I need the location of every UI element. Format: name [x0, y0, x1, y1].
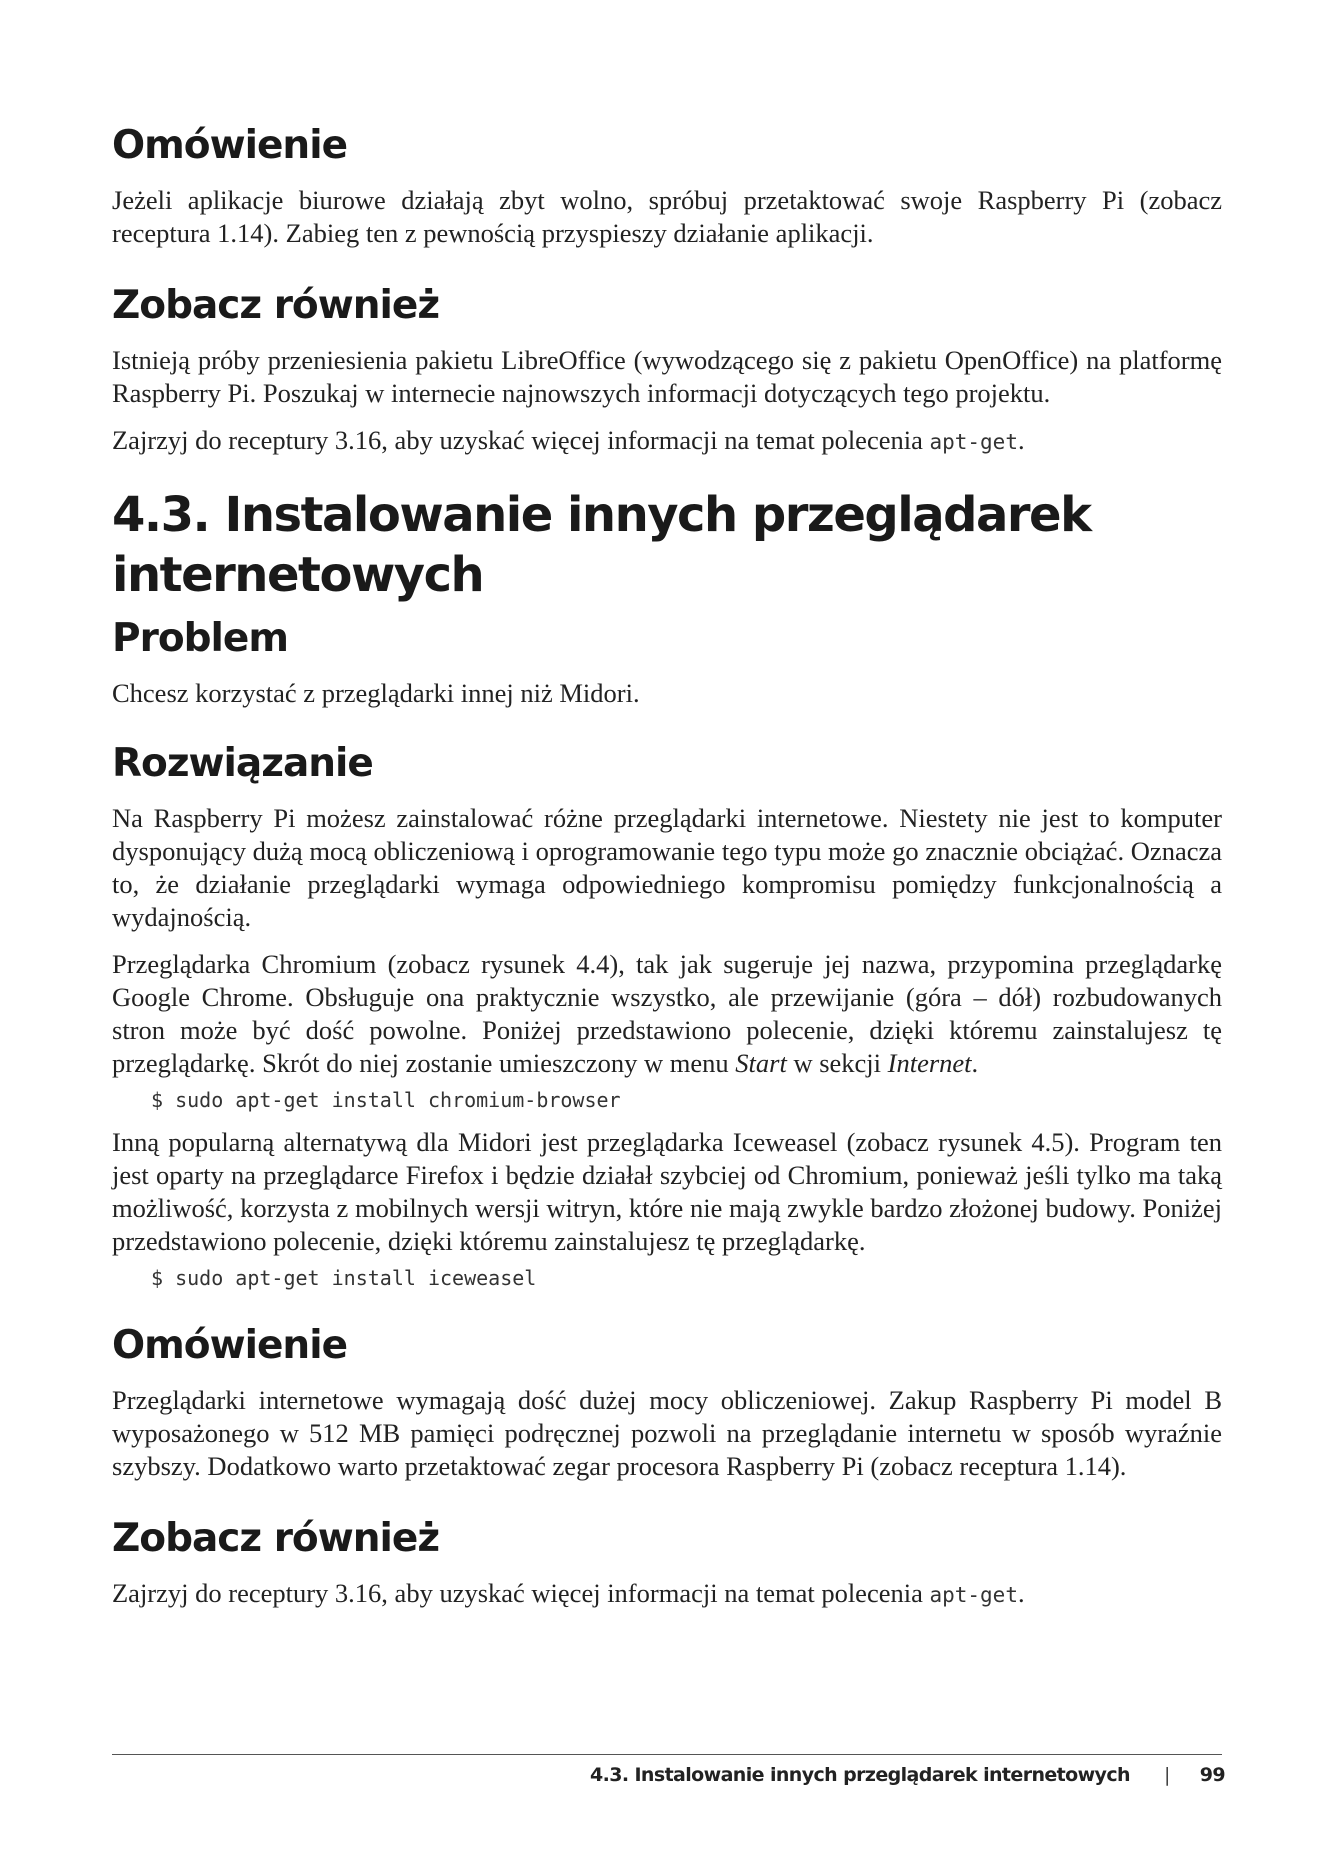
text-run: Zajrzyj do receptury 3.16, aby uzyskać więcej informacji na temat polecenia [112, 425, 930, 455]
section-heading-omowienie: Omówienie [112, 123, 348, 168]
paragraph [112, 1577, 1222, 1612]
text-run: . [1017, 425, 1025, 455]
text-run: . [1017, 1578, 1025, 1608]
paragraph: Inną popularną alternatywą dla Midori jest przeglądarka Iceweasel (zobacz rysunek 4.5). Program ten jest oparty na przeglądarce Firefox i będzie działał szybciej od Chromium, ponieważ jeśli tylko ma taką możliwość, korzysta z mobilnych wersji witryn, które nie mają zwykle bardzo złożonej budowy. Poniżej przedstawiono polecenie, dzięki któremu zainstalujesz tę przeglądarkę. [112, 1127, 1222, 1256]
paragraph [112, 948, 1222, 1080]
inline-code: apt-get [929, 430, 1018, 454]
text-run: Zajrzyj do receptury 3.16, aby uzyskać więcej informacji na temat polecenia [112, 1578, 930, 1608]
paragraph [112, 424, 1222, 459]
footer-rule [112, 1754, 1222, 1755]
section-heading-zobacz-rowniez: Zobacz również [112, 283, 440, 328]
section-heading-zobacz-rowniez-2: Zobacz również [112, 1516, 440, 1561]
italic-term: Internet [887, 1048, 972, 1078]
paragraph: Chcesz korzystać z przeglądarki innej niż Midori. [112, 678, 640, 708]
section-heading-problem: Problem [112, 616, 288, 661]
paragraph: Istnieją próby przeniesienia pakietu LibreOffice (wywodzącego się z pakietu OpenOffice) na platformę Raspberry Pi. Poszukaj w internecie najnowszych informacji dotyczących tego projektu. [112, 345, 1222, 408]
page-number: 99 [1199, 1764, 1225, 1786]
section-heading-rozwiazanie: Rozwiązanie [112, 741, 373, 786]
text-run: Przeglądarka Chromium (zobacz rysunek 4.4), tak jak sugeruje jej nazwa, przypomina przeglądarkę Google Chrome. Obsługuje ona praktycznie wszystko, ale przewijanie (góra – dół) rozbudowanych stron może być dość powolne. Poniżej przedstawiono polecenie, dzięki któremu zainstalujesz tę przeglądarkę. Skrót do niej zostanie umieszczony w menu [112, 949, 1222, 1078]
paragraph: Na Raspberry Pi możesz zainstalować różne przeglądarki internetowe. Niestety nie jest to komputer dysponujący dużą mocą obliczeniową i oprogramowanie tego typu może go znacznie obciążać. Oznacza to, że działanie przeglądarki wymaga odpowiedniego kompromisu pomiędzy funkcjonalnością a wydajnością. [112, 803, 1222, 932]
page-content [112, 112, 1222, 1626]
running-title: 4.3. Instalowanie innych przeglądarek internetowych [589, 1764, 1130, 1786]
text-run: . [971, 1048, 979, 1078]
page-footer [590, 1758, 1225, 1792]
section-heading-omowienie-2: Omówienie [112, 1323, 348, 1368]
command-block: $ sudo apt-get install iceweasel [151, 1266, 537, 1290]
text-run: w sekcji [786, 1048, 888, 1078]
command-block: $ sudo apt-get install chromium-browser [151, 1088, 621, 1112]
inline-code: apt-get [929, 1583, 1018, 1607]
paragraph: Przeglądarki internetowe wymagają dość dużej mocy obliczeniowej. Zakup Raspberry Pi model B wyposażonego w 512 MB pamięci podręcznej pozwoli na przeglądanie internetu w sposób wyraźnie szybszy. Dodatkowo warto przetaktować zegar procesora Raspberry Pi (zobacz receptura 1.14). [112, 1385, 1222, 1481]
paragraph: Jeżeli aplikacje biurowe działają zbyt wolno, spróbuj przetaktować swoje Raspberry Pi (zobacz receptura 1.14). Zabieg ten z pewnością przyspieszy działanie aplikacji. [112, 185, 1222, 248]
footer-separator: | [1163, 1764, 1170, 1786]
italic-term: Start [735, 1048, 787, 1078]
chapter-heading: 4.3. Instalowanie innych przeglądarek internetowych [112, 487, 1091, 603]
